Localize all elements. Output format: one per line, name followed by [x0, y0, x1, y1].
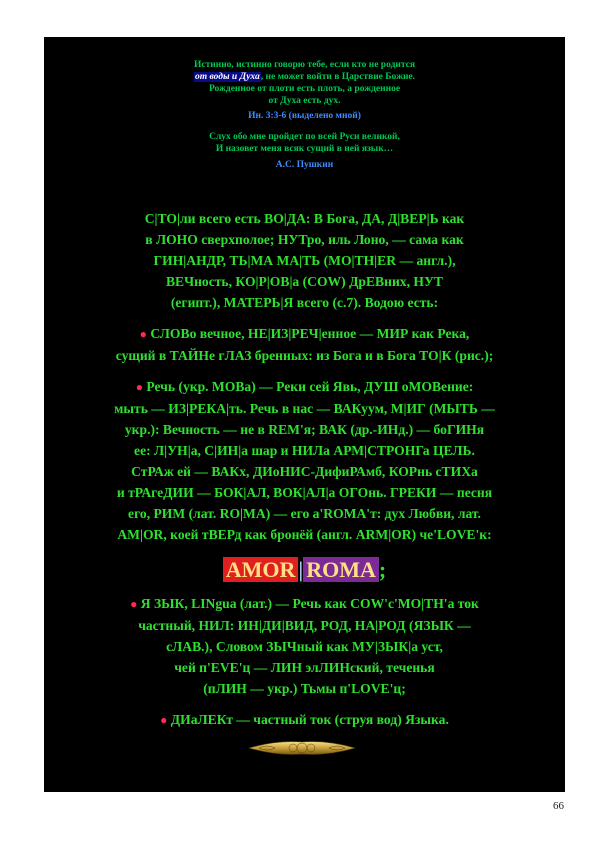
- bullet-icon: ●: [160, 713, 168, 727]
- ornament-icon: [247, 737, 357, 759]
- text-line: (египт.), МАТЕРЬ|Я всего (с.7). Водою есть:: [170, 295, 439, 310]
- text-line: AM|OR, коей тВЕРд как бронёй (англ. ARM|OR) че'LOVE'к:: [117, 527, 492, 542]
- page-number: 66: [553, 800, 564, 812]
- paragraph-5: [44, 709, 565, 731]
- text-line: и тРАгеДИИ — БОК|АЛ, ВОК|АЛ|а ОГОнь. ГРЕКИ — песня: [116, 485, 493, 500]
- epigraph-line-3: Рожденное от плоти есть плоть, а рожденное: [208, 84, 401, 94]
- epigraph-line-2: [44, 71, 565, 83]
- roma-label: ROMA: [303, 557, 379, 582]
- text-line: ВЕЧность, КО|Р|ОВ|а (COW) ДрЕВних, НУТ: [165, 274, 443, 289]
- text-line: сущий в ТАЙНе гЛАЗ бренных: из Бога и в Бога ТО|К (рис.);: [115, 348, 494, 363]
- paragraph-4: [44, 593, 565, 699]
- paragraph-2: [44, 323, 565, 366]
- text-line: [44, 323, 565, 345]
- text-line: в ЛОНО сверхполое; НУТро, иль Лоно, — сама как: [145, 232, 464, 247]
- epigraph-line-1: Истинно, истинно говорю тебе, если кто не родится: [193, 60, 415, 70]
- text-line: мыть — ИЗ|РЕКА|ть. Речь в нас — ВАКуум, М|ИГ (МЫТЬ —: [114, 401, 495, 416]
- text-line: чей п'EVE'ц — ЛИН элЛИНский, теченья: [174, 660, 435, 675]
- text-line: укр.): Вечность — не в REM'я; ВАК (др.-ИНд.) — боГИНя: [124, 422, 485, 437]
- text-line: (пЛИН — укр.) Тьмы п'LOVE'ц;: [203, 681, 406, 696]
- amor-separator: |: [298, 557, 304, 582]
- author: А.С. Пушкин: [275, 160, 334, 170]
- bullet-icon: ●: [139, 327, 147, 341]
- text-line: ГИН|АНДР, ТЬ|МА МА|ТЬ (МО|ТН|ER — англ.),: [153, 253, 456, 268]
- text-line: [44, 593, 565, 615]
- bullet-icon: ●: [135, 380, 143, 394]
- text-line-content: Речь (укр. МОВа) — Реки сей Явь, ДУШ оМОВение:: [146, 379, 474, 394]
- text-line: С|ТО|ли всего есть ВО|ДА: В Бога, ДА, Д|ВЕР|Ь как: [144, 211, 465, 226]
- paragraph-1: [44, 208, 565, 313]
- citation: Ин. 3:3-6 (выделено мной): [248, 111, 361, 121]
- text-line-content: СЛОВо вечное, НЕ|ИЗ|РЕЧ|енное — МИР как Река,: [150, 326, 470, 341]
- text-line: ее: Л|УН|а, С|ИН|а шар и НИЛа АРМ|СТРОНГа ЦЕЛЬ.: [134, 443, 475, 458]
- epigraph: [44, 59, 565, 107]
- amor-end: ;: [378, 557, 387, 582]
- text-line-content: ДИаЛЕКт — частный ток (струя вод) Языка.: [170, 712, 449, 727]
- text-line: СтРАж ей — ВАКх, ДИоНИС-ДифиРАмб, КОРнь сТИХа: [131, 464, 478, 479]
- epigraph-line-2-rest: , не может войти в Царствие Божие.: [260, 72, 416, 82]
- pushkin-quote: [44, 131, 565, 155]
- quote-line-1: Слух обо мне пройдет по всей Руси великой,: [209, 132, 400, 142]
- text-line: [44, 376, 565, 398]
- amor-label: AMOR: [223, 557, 299, 582]
- epigraph-emphasis: от воды и Духа: [194, 72, 260, 82]
- bullet-icon: ●: [130, 597, 138, 611]
- text-line: сЛАВ.), Словом ЗЫЧный как МУ|ЗЫК|а уст,: [166, 639, 443, 654]
- paragraph-3: [44, 376, 565, 545]
- text-line: [44, 709, 565, 731]
- text-line: частный, НИЛ: ИН|ДИ|ВИД, РОД, НА|РОД (ЯЗЫК —: [138, 618, 471, 633]
- amor-roma-heading: [44, 555, 565, 585]
- text-line-content: Я ЗЫК, LINgua (лат.) — Речь как COW'с'МО|ТН'а ток: [140, 596, 479, 611]
- epigraph-line-4: от Духа есть дух.: [268, 96, 341, 106]
- text-line: его, РИМ (лат. RO|MA) — его а'ROMA'т: дух Любви, лат.: [128, 506, 481, 521]
- quote-line-2: И назовет меня всяк сущий в ней язык…: [215, 144, 394, 154]
- page-panel: [44, 37, 565, 792]
